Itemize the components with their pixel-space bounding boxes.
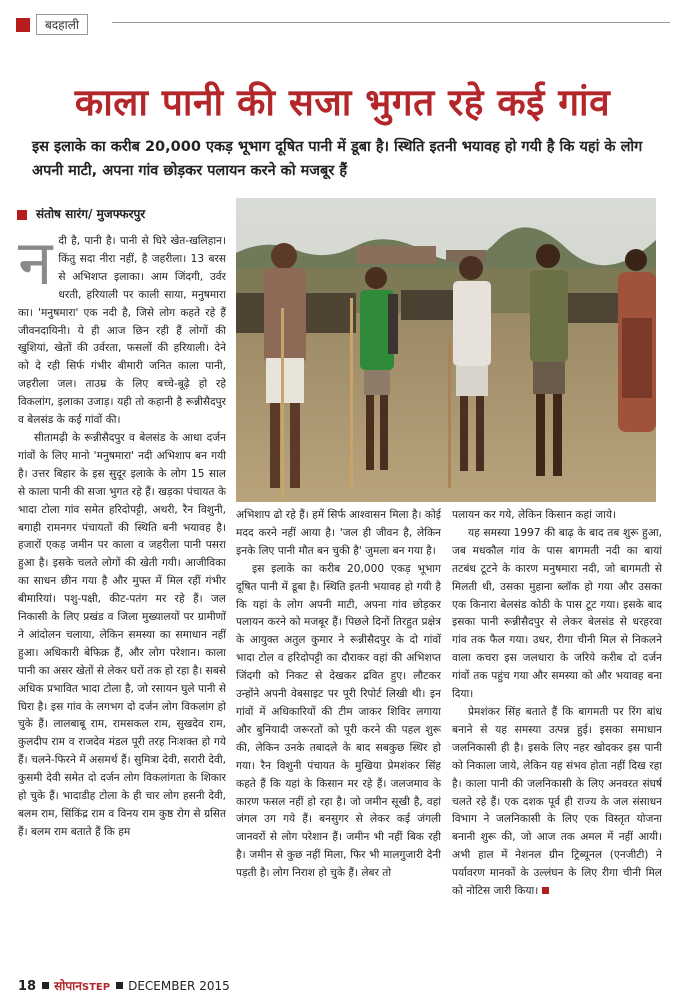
section-marker: [16, 18, 30, 32]
drop-cap: न: [18, 233, 53, 299]
page-number: 18: [18, 979, 37, 994]
section-rule: [112, 22, 670, 23]
footer-marker: [116, 982, 123, 989]
page-footer: [18, 977, 230, 994]
magazine-brand-en: STEP: [81, 982, 111, 993]
issue-date: DECEMBER 2015: [128, 979, 230, 993]
article-paragraph: नदी है, पानी है। पानी से घिरे खेत-खलिहान। किंतु सदा नीरा नहीं, है जहरीला। 13 बरस से अभिशप्त इलाका। आम जिंदगी, उर्वर धरती, हरियाली पर काली साया, मनुषमारा का। 'मनुषमारा' एक नदी है, जिसे लोग कहते रहे हैं जीवनदायिनी। ये ही आज छिन रही हैं लोगों की खुशियां, खेतों की उर्वरता, फसलों की हरियाली। देने को दे रही सिर्फ गंभीर बीमारी जनित काला पानी, जहरीला जल। ताउम्र के लिए बच्चे-बूढ़े हो रहे विकलांग, इलाका उजाड़। यही तो कहानी है रून्नीसैदपुर व बेलसंड के कई गांवों की।: [18, 233, 226, 427]
article-paragraph: अभिशाप ढो रहे हैं। हमें सिर्फ आश्वासन मिला है। कोई मदद करने नहीं आया है। 'जल ही जीवन है, लेकिन इनके लिए पानी मौत बन चुकी है' जुमला बन गया है।: [236, 509, 441, 557]
article-column-3: [452, 507, 662, 972]
footer-marker: [42, 982, 49, 989]
end-marker: [542, 887, 549, 894]
article-paragraph: पलायन कर गये, लेकिन किसान कहां जाये।: [452, 509, 616, 521]
magazine-brand: सोपान: [54, 979, 82, 993]
section-tag: बदहाली: [36, 14, 88, 35]
byline: संतोष सारंग/ मुजफ्फरपुर: [36, 207, 146, 221]
article-paragraph: प्रेमशंकर सिंह बताते हैं कि बागमती पर रिंग बांध बनाने से यह समस्या उत्पन्न हुई। इसका समाधान जलनिकासी ही है। इसके लिए नहर खोदकर इस पानी को निकाला जाये, लेकिन यह संभव होता नहीं दिख रहा है। काला पानी की जलनिकासी के लिए अनवरत संघर्ष चलते रहे हैं। एक दशक पूर्व ही राज्य के जल संसाधन विभाग ने जलनिकासी के लिए एक विस्तृत योजना बनानी शुरू की, जो आज तक अमल में नहीं आयी। अभी हाल में नेशनल ग्रीन ट्रिब्यूनल (एनजीटी) ने पर्यावरण मानकों के उल्लंघन के लिए रीगा चीनी मिल को नोटिस जारी किया।: [452, 705, 662, 898]
headline: काला पानी की सजा भुगत रहे कई गांव: [74, 81, 611, 124]
article-column-2: [236, 507, 441, 972]
article-paragraph: इस इलाके का करीब 20,000 एकड़ भूभाग दूषित पानी में डूबा है। स्थिति इतनी भयावह हो गयी है कि यहां के लोग अपनी माटी, अपना गांव छोड़कर पलायन करने को मजबूर हैं। पिछले दिनों तिरहुत प्रक्षेत्र के आयुक्त अतुल कुमार ने रून्नीसैदपुर के दो गांवों भादा टोल व हरिदोपट्टी का दौराकर वहां की अभिशप्त जिंदगी को निकट से देखकर द्रवित हुए। लौटकर उन्होंने अपनी वेबसाइट पर पूरी रिपोर्ट लिखी थी। इन गांवों में अधिकारियों की टीम जाकर शिविर लगाया और बुनियादी जरूरतों को पूरी करने की पहल शुरू की, लेकिन उनके तबादले के बाद सबकुछ स्थिर हो गया। रैन विशुनी पंचायत के मुखिया प्रेमशंकर सिंह कहते हैं कि यहां के किसान मर रहे हैं। जलजमाव के कारण फसल नहीं हो रहा है। जो जमीन सूखी है, वहां जंगल उग गये हैं। बनसुगर से लेकर कई जंगली जानवरों से लोग परेशान हैं। जमीन भी नहीं बिक रही है। जमीन से कुछ नहीं मिला, फिर भी मालगुजारी देनी पड़ती है। लोग निराश हो चुके हैं। लेबर तो: [236, 562, 441, 880]
article-paragraph: सीतामढ़ी के रून्नीसैदपुर व बेलसंड के आधा दर्जन गांवों के लिए मानो 'मनुषमारा' नदी अभिशाप बन गयी है। उत्तर बिहार के इस सुदूर इलाके के लोग 15 साल से काला पानी की सजा भुगत रहे हैं। खड़का पंचायत के भादा टोला गांव समेत हरिदोपट्टी, अथरी, रैन विशुनी, बगाही रामनगर पंचायतों की स्थिति बनी भयावह है। हजारों एकड़ जमीन पर काला व जहरीला पानी पसरा हुआ है। इसके चलते लोगों की खेती गयी। आजीविका का साधन छीन गया है और मुफ्त में मिल रहीं गंभीर बीमारियां। पशु-पक्षी, कीट-पतंग मर रहे हैं। जल निकासी के लिए प्रखंड व जिला मुख्यालयों पर ग्रामीणों ने आंदोलन चलाया, लेकिन समस्या का समाधान नहीं हुआ। अधिकारी बेफिक्र हैं, और लोग परेशान। काला पानी का असर खेतों से लेकर घरों तक हो रहा है। सबसे अधिक प्रभावित भादा टोला है, जो रसायन घुले पानी से घिरा है। इस गांव के लगभग दो दर्जन लोग विकलांग हो चुके हैं। लालबाबू राम, रामसकल राम, सुखदेव राम, कुलदीप राम व राजदेव मंडल पूरी तरह निःशक्त हो गये हैं। चलने-फिरने में असमर्थ हैं। सुमित्रा देवी, सरारी देवी, कुसमी देवी समेत दो दर्जन लोग विकलांगता के शिकार हो चुके हैं। भादाडीह टोला के ही चार लोग हसनी देवी, बलम राम, सिंकिंद्र राम व विनय राम कुष्ठ रोग से ग्रसित हैं। बलम राम बताते हैं कि हम: [18, 431, 226, 838]
article-photo: [236, 198, 656, 502]
article-paragraph: यह समस्या 1997 की बाढ़ के बाद तब शुरू हुआ, जब मधकौल गांव के पास बागमती नदी का बायां तटबंध टूटने के कारण मनुषमारा नदी, जो बागमती से मिलती थी, उसका मुहाना ब्लॉक हो गया और उसका एक किनारा बेलसंड कोठी के पास टूट गया। इसके बाद इसका पानी रून्नीसैदपुर से लेकर बेलसंड से धरहरवा गांव तक फैल गया। उधर, रीगा चीनी मिल से निकलने वाला कचरा इस जलधारा के जरिये करीब दो दर्जन गांवों तक पहुंच गया और समस्या को और भयावह बना दिया।: [452, 526, 662, 701]
article-column-1: [18, 233, 226, 973]
standfirst: इस इलाके का करीब 20,000 एकड़ भूभाग दूषित पानी में डूबा है। स्थिति इतनी भयावह हो गयी है कि यहां के लोग अपनी माटी, अपना गांव छोड़कर पलायन करने को मजबूर हैं: [32, 139, 643, 179]
byline-marker: [17, 210, 27, 220]
